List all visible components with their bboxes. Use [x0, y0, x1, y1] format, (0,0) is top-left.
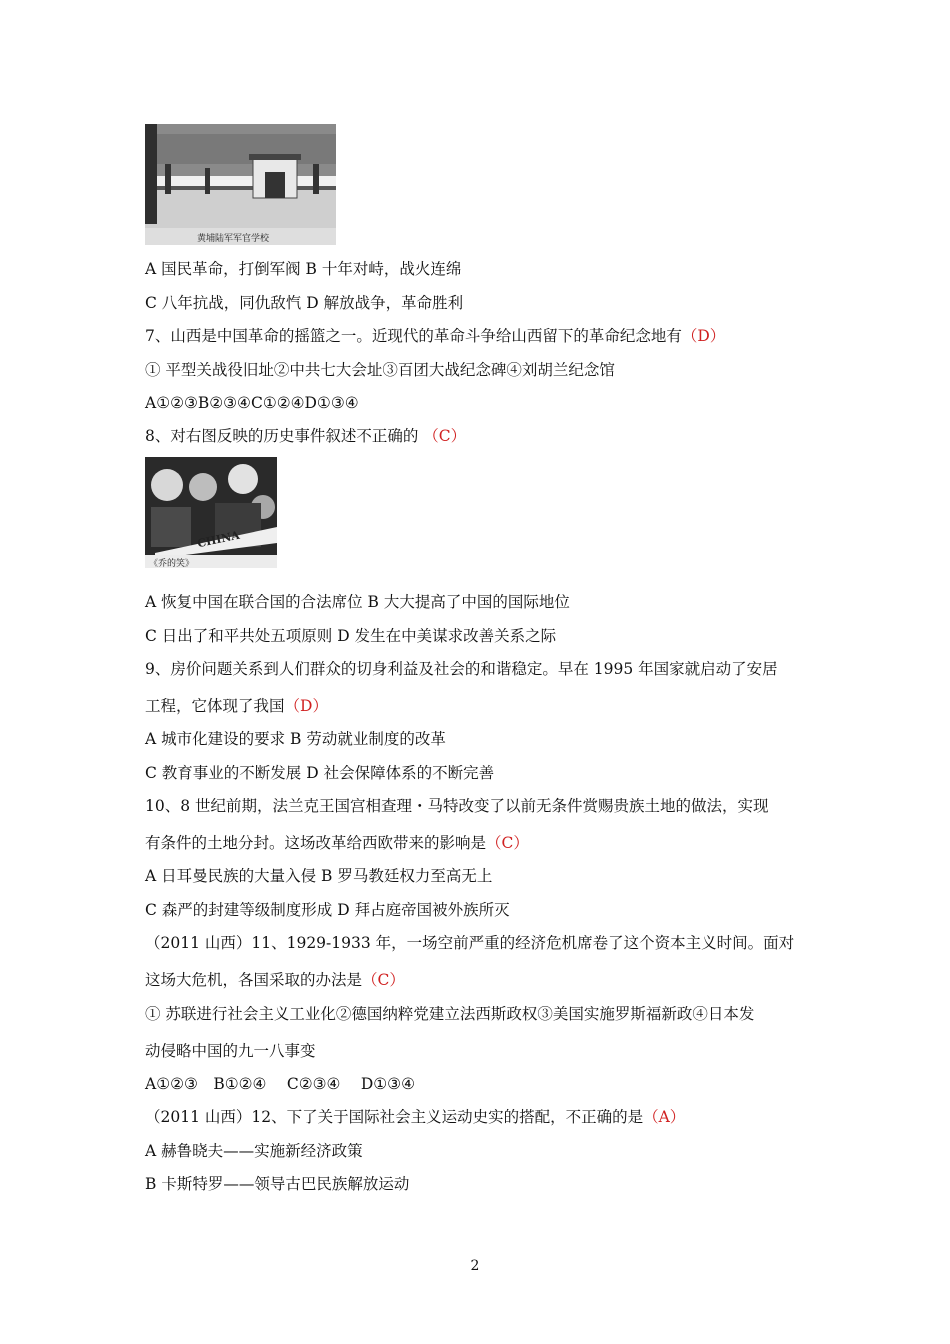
- text-line: C 八年抗战，同仇敌忾 D 解放战争，革命胜利: [145, 294, 464, 312]
- text-line: 有条件的土地分封。这场改革给西欧带来的影响是（C）: [145, 834, 529, 852]
- question-12: （2011 山西）12、下了关于国际社会主义运动史实的搭配，不正确的是（A）: [145, 1108, 686, 1126]
- text-line: 动侵略中国的九一八事变: [145, 1042, 316, 1060]
- question-10: 10、8 世纪前期，法兰克王国宫相查理・马特改变了以前无条件赏赐贵族土地的做法，实现: [145, 797, 769, 815]
- text-line: A 城市化建设的要求 B 劳动就业制度的改革: [145, 730, 446, 748]
- question-7: 7、山西是中国革命的摇篮之一。近现代的革命斗争给山西留下的革命纪念地有（D）: [145, 327, 726, 345]
- text-line: A①②③B②③④C①②④D①③④: [145, 394, 359, 412]
- answer-label: （A）: [643, 1108, 686, 1126]
- text-line: C 森严的封建等级制度形成 D 拜占庭帝国被外族所灭: [145, 901, 510, 919]
- question-8: 8、对右图反映的历史事件叙述不正确的 （C）: [145, 427, 467, 445]
- photo-caption: 黄埔陆军军官学校: [197, 234, 270, 244]
- page-number: 2: [470, 1258, 480, 1274]
- text-line: 工程，它体现了我国（D）: [145, 697, 328, 715]
- answer-label: （D）: [681, 327, 726, 345]
- text-line: A 赫鲁晓夫——实施新经济政策: [145, 1142, 363, 1160]
- text-line: ① 平型关战役旧址②中共七大会址③百团大战纪念碑④刘胡兰纪念馆: [145, 361, 615, 379]
- text-line: C 日出了和平共处五项原则 D 发生在中美谋求改善关系之际: [145, 627, 557, 645]
- answer-label: （C）: [362, 971, 405, 989]
- text-line: A 日耳曼民族的大量入侵 B 罗马教廷权力至高无上: [145, 867, 493, 885]
- text-line: ① 苏联进行社会主义工业化②德国纳粹党建立法西斯政权③美国实施罗斯福新政④日本发: [145, 1005, 755, 1023]
- answer-label: （C）: [486, 834, 529, 852]
- question-11: （2011 山西）11、1929-1933 年，一场空前严重的经济危机席卷了这个资本主义时间。面对: [145, 934, 795, 952]
- answer-label: （C）: [423, 427, 467, 445]
- text-line: A①②③ B①②④ C②③④ D①③④: [145, 1075, 415, 1093]
- huangpu-academy-illustration: [145, 124, 336, 245]
- text-line: B 卡斯特罗——领导古巴民族解放运动: [145, 1175, 410, 1193]
- text-line: 这场大危机，各国采取的办法是（C）: [145, 971, 405, 989]
- text-line: C 教育事业的不断发展 D 社会保障体系的不断完善: [145, 764, 495, 782]
- question-9: 9、房价问题关系到人们群众的切身利益及社会的和谐稳定。早在 1995 年国家就启动了安居: [145, 660, 778, 678]
- text-line: A 国民革命，打倒军阀 B 十年对峙，战火连绵: [145, 260, 462, 278]
- china-sign: CHINA: [196, 528, 241, 551]
- qiao-laugh-photo: [145, 457, 277, 568]
- qiao-laugh-illustration: [145, 457, 277, 568]
- photo-caption: 《乔的笑》: [149, 559, 195, 568]
- answer-label: （D）: [284, 697, 328, 715]
- huangpu-academy-photo: [145, 124, 336, 245]
- text-line: A 恢复中国在联合国的合法席位 B 大大提高了中国的国际地位: [145, 593, 570, 611]
